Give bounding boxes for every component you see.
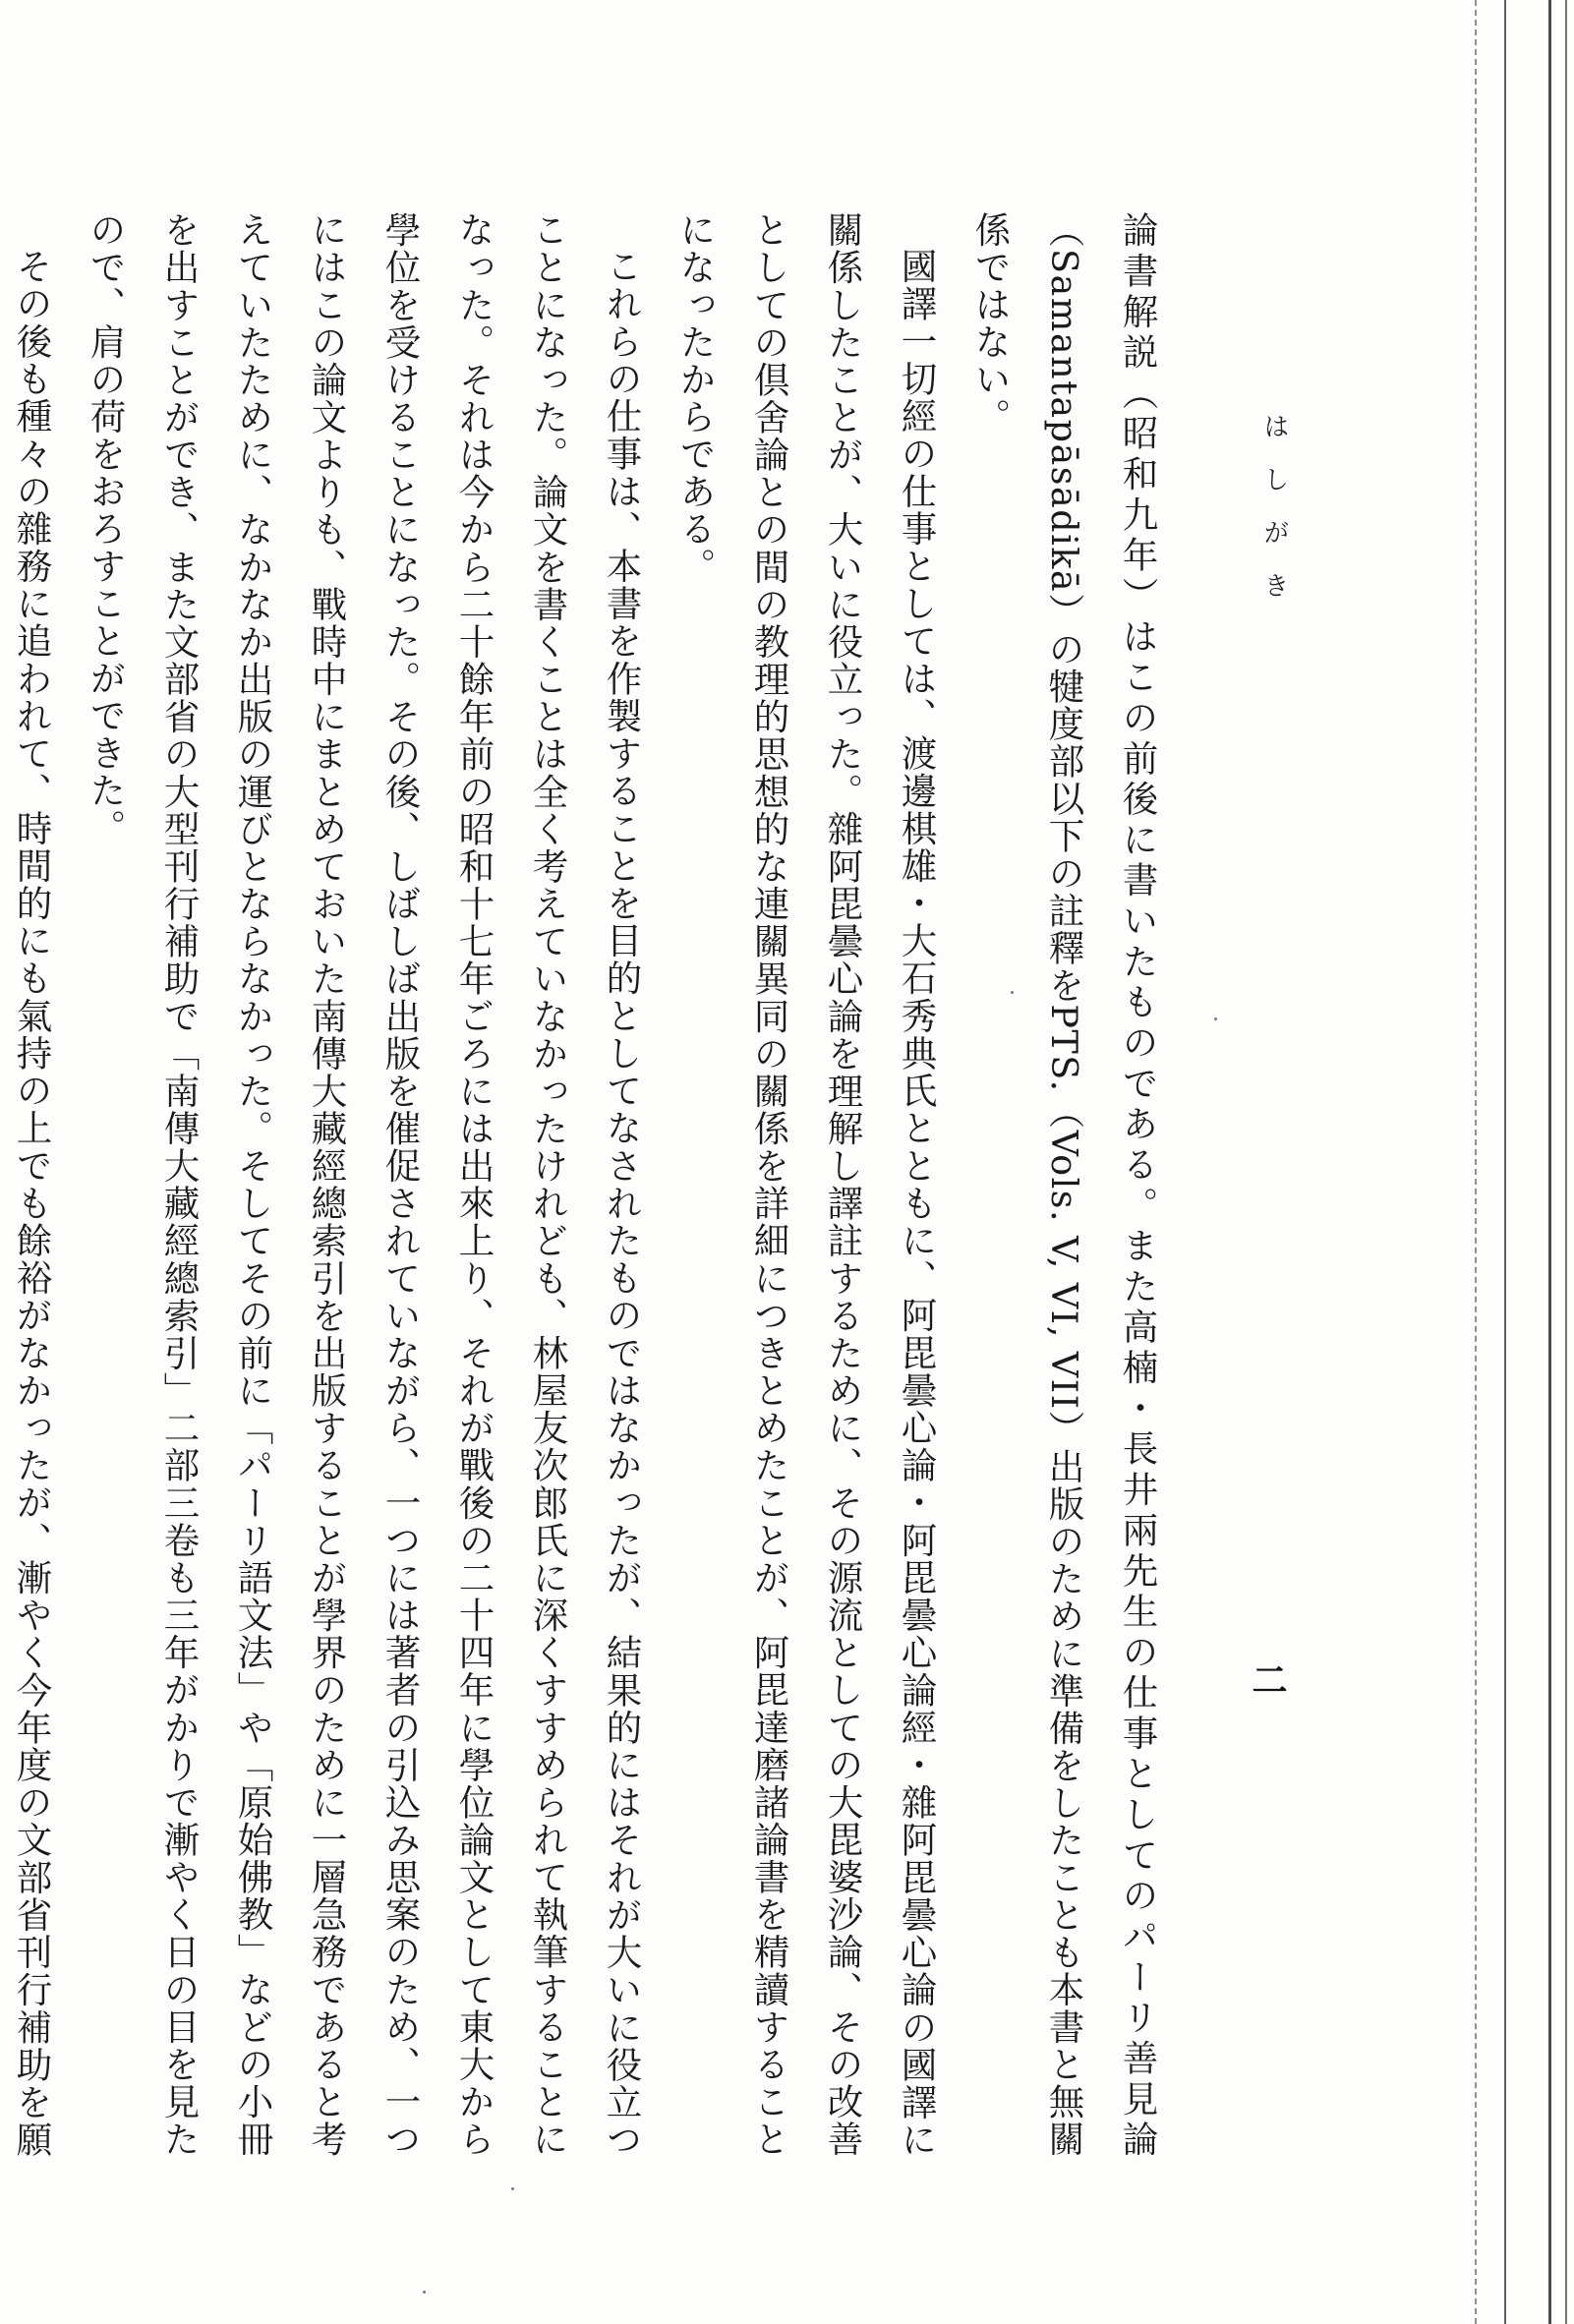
paragraph: その後も種々の雜務に追われて、時間的にも氣持の上でも餘裕がなかったが、漸やく今年度の文部省刊行補助を願 bbox=[11, 247, 53, 2158]
paragraph: これらの仕事は、本書を作製することを目的としてなされたものではなかったが、結果的にはそれが大いに役立つことになった。論文を書くことは全く考えていなかったけれども、林屋友次郎氏に深くすすめられて執筆することになった。それは今から二十餘年前の昭和十七年ごろには出來上り、それが戰後の二十四年に學位論文として東大から學位を受けることになった。その後、しばしば出版を催促されていながら、一つには著者の引込み思案のため、一つにはこの論文よりも、戰時中にまとめておいた南傳大藏經總索引を出版することが學界のために一層急務であると考えていたために、なかなか出版の運びとならなかった。そしてその前に「パーリ語文法」や「原始佛教」などの小冊を出すことができ、また文部省の大型刊行補助で「南傳大藏經總索引」二部三卷も三年がかりで漸やく日の目を見たので、肩の荷をおろすことができた。 bbox=[85, 211, 643, 2159]
binding-edge-line bbox=[1548, 0, 1551, 2324]
scan-speck bbox=[511, 2187, 514, 2190]
paragraph: 論書解説（昭和九年）はこの前後に書いたものである。また高楠・長井兩先生の仕事としてのパーリ善見論（Samantapāsādikā）の犍度部以下の註釋をPTS.（Vols. V, VI, VII）出版のために準備をしたことも本書と無關係ではない。 bbox=[969, 211, 1159, 2159]
binding-edge-line bbox=[1475, 0, 1477, 2324]
scan-speck bbox=[423, 2291, 426, 2294]
scan-speck bbox=[1011, 991, 1014, 994]
paragraph: 國譯一切經の仕事としては、渡邊棋雄・大石秀典氏とともに、阿毘曇心論・阿毘曇心論經・雜阿毘曇心論の國譯に關係したことが、大いに役立った。雜阿毘曇心論を理解し譯註するために、その源流としての大毘婆沙論、その改善としての倶舍論との間の教理的思想的な連關異同の關係を詳細につきとめたことが、阿毘達磨諸論書を精讀することになったからである。 bbox=[674, 211, 938, 2158]
page-number: 二 bbox=[1247, 1661, 1288, 1697]
running-head: はしがき bbox=[1259, 413, 1289, 625]
binding-edge-line bbox=[1504, 0, 1506, 2324]
body-text bbox=[11, 211, 1175, 2159]
binding-edge-line bbox=[1565, 0, 1567, 2324]
scan-speck bbox=[1214, 1017, 1217, 1020]
